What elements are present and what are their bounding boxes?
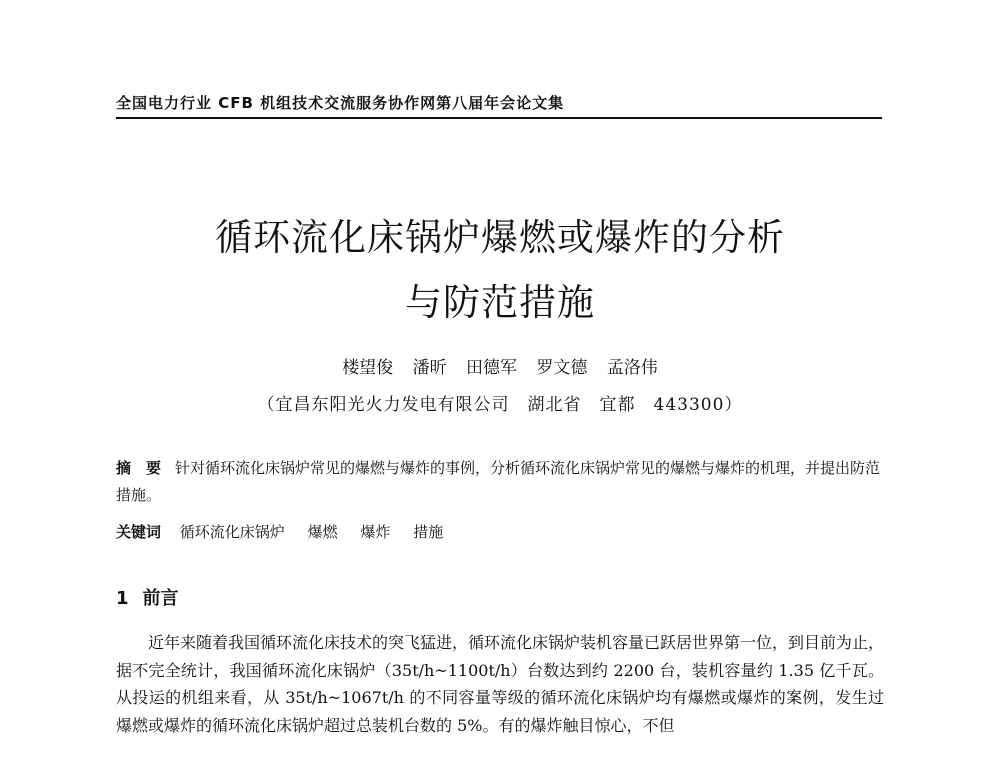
keyword-item: 循环流化床锅炉: [179, 523, 285, 541]
author-name: 罗文德: [536, 358, 588, 378]
paper-title-line-1: 循环流化床锅炉爆燃或爆炸的分析: [215, 216, 785, 259]
keyword-item: 爆燃: [307, 523, 338, 541]
author-name: 楼望俊: [342, 358, 394, 378]
author-affiliation: （宜昌东阳光火力发电有限公司 湖北省 宜都 443300）: [257, 395, 743, 415]
keyword-item: 爆炸: [360, 523, 391, 541]
keywords: [116, 521, 884, 542]
abstract-text: 针对循环流化床锅炉常见的爆燃与爆炸的事例，分析循环流化床锅炉常见的爆燃与爆炸的机理，并提出防范措施。: [116, 459, 881, 504]
section-heading: [116, 584, 179, 610]
section-number: 1: [116, 588, 129, 609]
keyword-item: 措施: [413, 523, 444, 541]
abstract-label: 摘 要: [116, 459, 162, 477]
abstract: [116, 455, 884, 509]
header-rule: [116, 117, 882, 119]
author-name: 潘昕: [412, 358, 447, 378]
author-name: 孟洛伟: [606, 358, 658, 378]
section-title: 前言: [142, 588, 179, 609]
paper-title-line-2: 与防范措施: [405, 281, 595, 324]
author-name: 田德军: [466, 358, 517, 378]
author-list: [0, 353, 1000, 378]
section-body: [116, 629, 884, 739]
body-paragraph: 近年来随着我国循环流化床技术的突飞猛进，循环流化床锅炉装机容量已跃居世界第一位，到目前为止，据不完全统计，我国循环流化床锅炉（35t/h~1100t/h）台数达到约 2200 台，装机容量约 1.35 亿千瓦。从投运的机组来看，从 35t/h~1067t/h 的不同容量等级的循环流化床锅炉均有爆燃或爆炸的案例，发生过爆燃或爆炸的循环流化床锅炉超过总装机台数的 5%。有的爆炸触目惊心，不但: [116, 633, 885, 735]
running-header: 全国电力行业 CFB 机组技术交流服务协作网第八届年会论文集: [116, 94, 565, 112]
keywords-label: 关键词: [116, 523, 162, 541]
